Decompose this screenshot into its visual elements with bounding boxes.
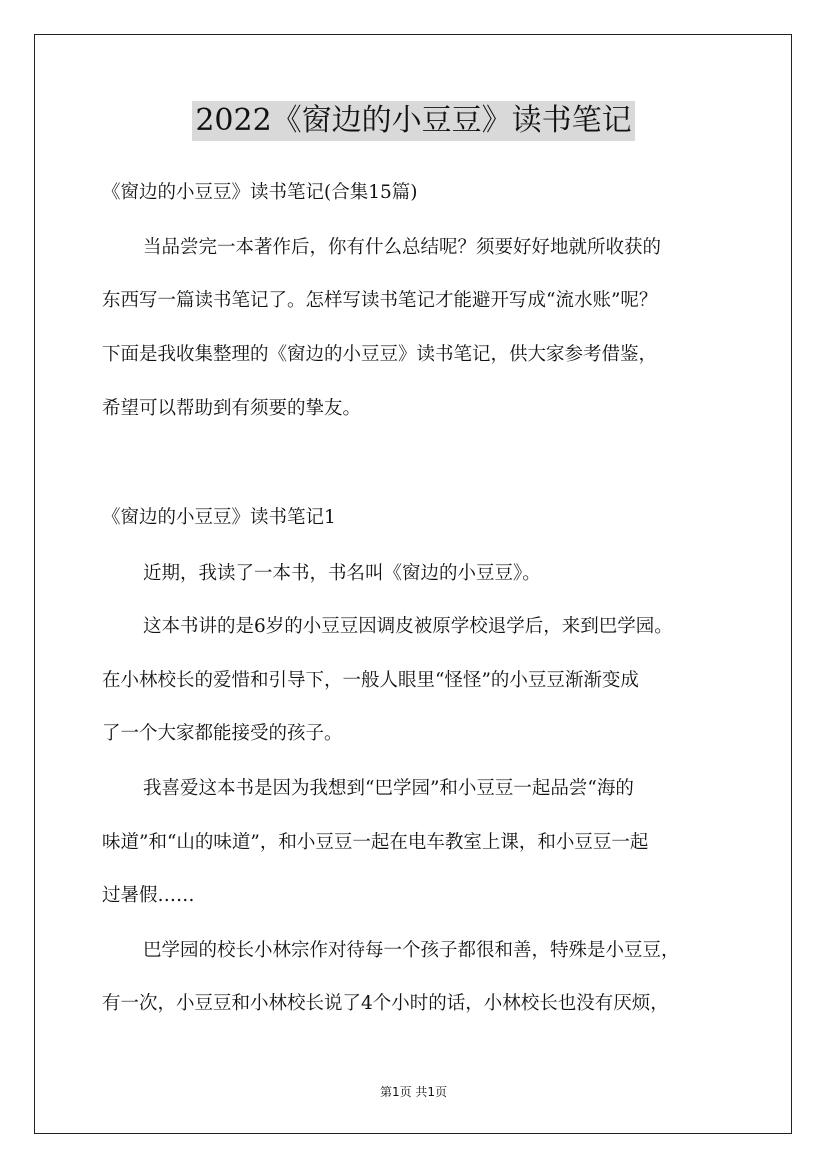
body-line: 了一个大家都能接受的孩子。 — [102, 723, 343, 744]
body-line: 我喜爱这本书是因为我想到“巴学园”和小豆豆一起品尝“海的 — [143, 778, 634, 799]
intro-line: 希望可以帮助到有须要的挚友。 — [102, 398, 362, 419]
body-line: 近期，我读了一本书，书名叫《窗边的小豆豆》。 — [143, 563, 541, 584]
document-title — [0, 100, 827, 141]
body-line: 有一次，小豆豆和小林校长说了4个小时的话，小林校长也没有厌烦， — [102, 993, 669, 1014]
body-line: 在小林校长的爱惜和引导下，一般人眼里“怪怪”的小豆豆渐渐变成 — [102, 670, 639, 691]
body-line: 巴学园的校长小林宗作对待每一个孩子都很和善，特殊是小豆豆， — [143, 940, 680, 961]
document-title-text: 2022《窗边的小豆豆》读书笔记 — [192, 101, 634, 141]
intro-line: 东西写一篇读书笔记了。怎样写读书笔记才能避开写成“流水账”呢？ — [102, 290, 658, 311]
body-line: 这本书讲的是6岁的小豆豆因调皮被原学校退学后，来到巴学园。 — [143, 616, 673, 637]
intro-line: 当品尝完一本著作后，你有什么总结呢？须要好好地就所收获的 — [143, 237, 662, 258]
body-line: 过暑假…… — [102, 885, 195, 906]
body-line: 味道”和“山的味道”，和小豆豆一起在电车教室上课，和小豆豆一起 — [102, 832, 649, 853]
section-heading: 《窗边的小豆豆》读书笔记1 — [102, 507, 336, 528]
document-subtitle: 《窗边的小豆豆》读书笔记(合集15篇) — [102, 182, 418, 203]
intro-line: 下面是我收集整理的《窗边的小豆豆》读书笔记，供大家参考借鉴， — [102, 344, 658, 365]
page-footer: 第1页 共1页 — [379, 1085, 448, 1099]
